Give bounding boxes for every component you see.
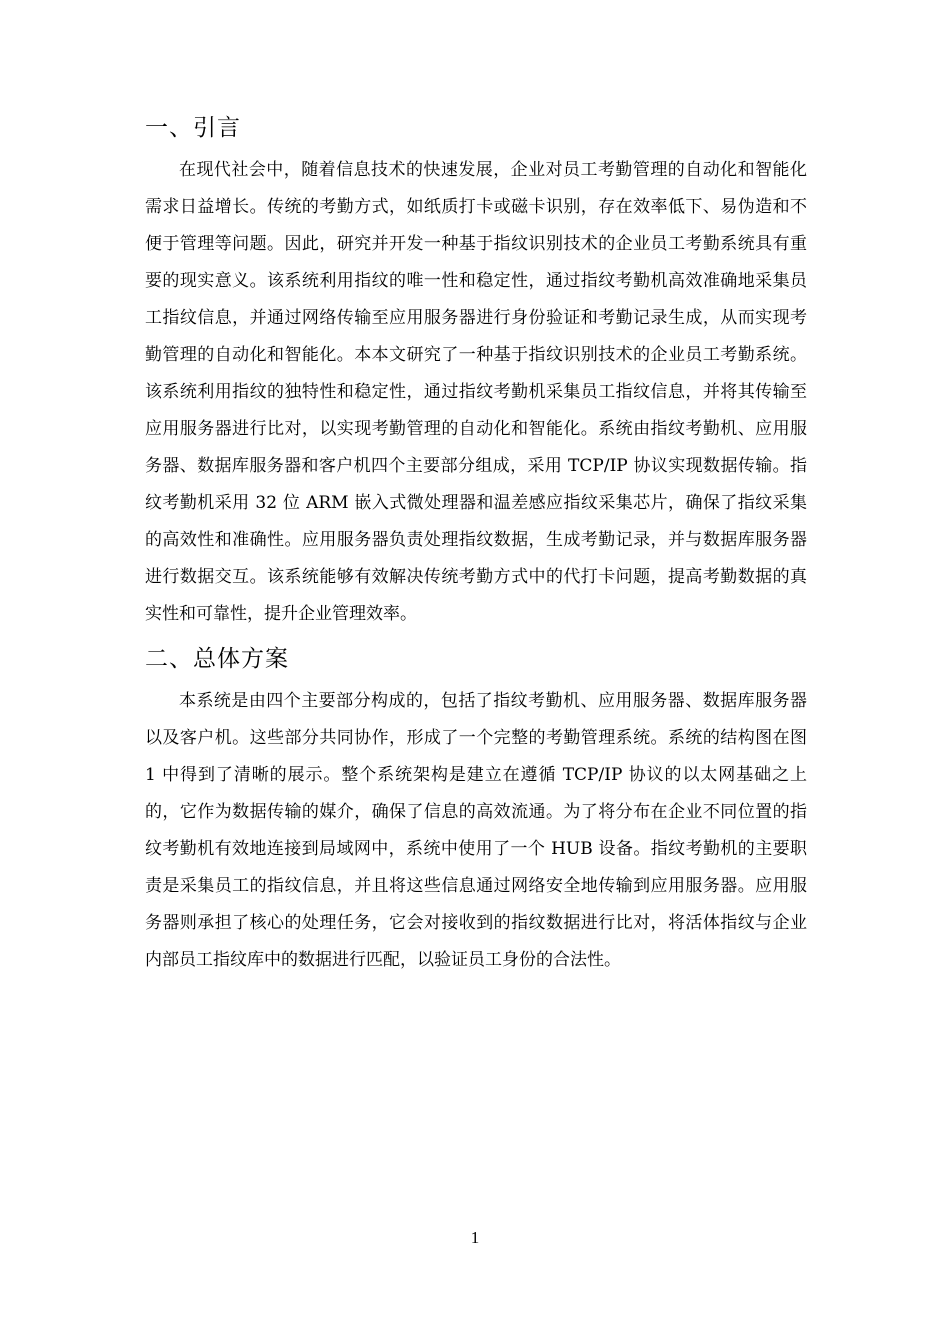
page-content [145,112,807,979]
paragraph-introduction: 在现代社会中，随着信息技术的快速发展，企业对员工考勤管理的自动化和智能化需求日益增长。传统的考勤方式，如纸质打卡或磁卡识别，存在效率低下、易伪造和不便于管理等问题。因此，研究并开发一种基于指纹识别技术的企业员工考勤系统具有重要的现实意义。该系统利用指纹的唯一性和稳定性，通过指纹考勤机高效准确地采集员工指纹信息，并通过网络传输至应用服务器进行身份验证和考勤记录生成，从而实现考勤管理的自动化和智能化。本本文研究了一种基于指纹识别技术的企业员工考勤系统。该系统利用指纹的独特性和稳定性，通过指纹考勤机采集员工指纹信息，并将其传输至应用服务器进行比对，以实现考勤管理的自动化和智能化。系统由指纹考勤机、应用服务器、数据库服务器和客户机四个主要部分组成，采用 TCP/IP 协议实现数据传输。指纹考勤机采用 32 位 ARM 嵌入式微处理器和温差感应指纹采集芯片，确保了指纹采集的高效性和准确性。应用服务器负责处理指纹数据，生成考勤记录，并与数据库服务器进行数据交互。该系统能够有效解决传统考勤方式中的代打卡问题，提高考勤数据的真实性和可靠性，提升企业管理效率。 [145,160,807,624]
page-number: 1 [470,1228,480,1247]
section-introduction [145,112,807,633]
paragraph-overall-scheme: 本系统是由四个主要部分构成的，包括了指纹考勤机、应用服务器、数据库服务器以及客户机。这些部分共同协作，形成了一个完整的考勤管理系统。系统的结构图在图 1 中得到了清晰的展示。整个系统架构是建立在遵循 TCP/IP 协议的以太网基础之上的，它作为数据传输的媒介，确保了信息的高效流通。为了将分布在企业不同位置的指纹考勤机有效地连接到局域网中，系统中使用了一个 HUB 设备。指纹考勤机的主要职责是采集员工的指纹信息，并且将这些信息通过网络安全地传输到应用服务器。应用服务器则承担了核心的处理任务，它会对接收到的指纹数据进行比对，将活体指纹与企业内部员工指纹库中的数据进行匹配，以验证员工身份的合法性。 [145,691,807,970]
section-heading-overall-scheme: 二、总体方案 [145,646,289,672]
section-overall-scheme [145,643,807,979]
section-heading-introduction: 一、引言 [145,115,241,141]
